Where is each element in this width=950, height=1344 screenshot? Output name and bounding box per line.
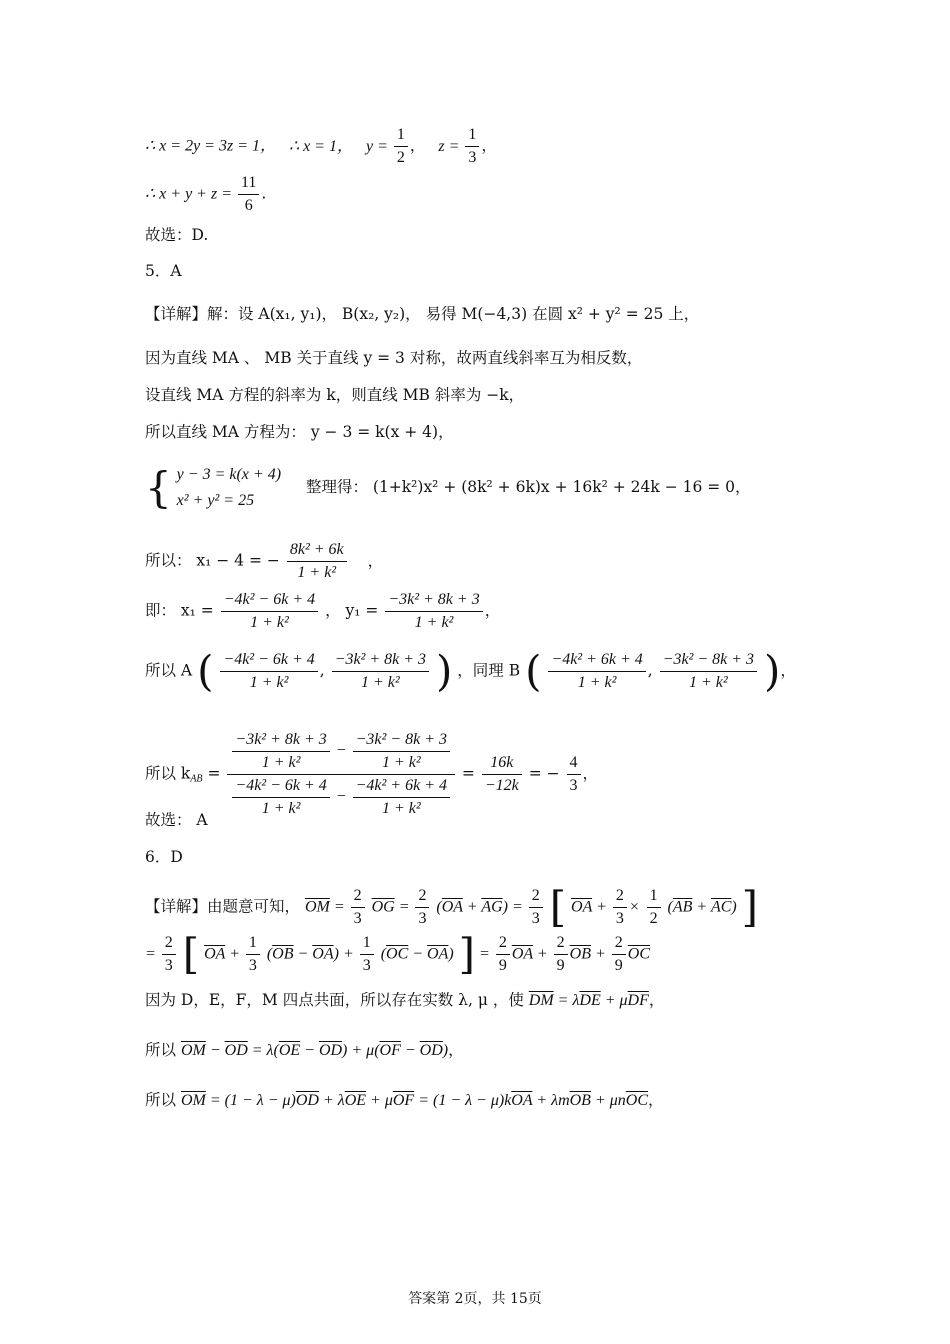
text: 所以： x₁ − 4 = − bbox=[145, 551, 280, 570]
q5-line8: 所以 A ( $\frac{\text{−4k² − 6k + 4}}{\text{1 + k²}}$ , $\frac{\text{−3k² + 8k + 3}}{\text{1 + k²}}$ ) ，同理 B ( $\frac{\text{−4k² + 6k + 4}}{\text{1 + k²}}$ , $\frac{\text{−3k² − 8k + 3}}{\text{1 + k²}}$ )， bbox=[145, 646, 796, 696]
q5-line3: 设直线 MA 方程的斜率为 k，则直线 MB 斜率为 −k， bbox=[145, 386, 525, 404]
text: 因为 D，E，F，M 四点共面，所以存在实数 λ, μ ，使 bbox=[145, 991, 524, 1009]
q5-system bbox=[145, 462, 751, 514]
fraction: $\frac{\text{−3k² − 8k + 3}}{\text{1 + k²}}$ bbox=[353, 730, 450, 773]
text: z = bbox=[438, 137, 464, 155]
compound-fraction: $\frac{\text{−3k² + 8k + 3}}{\text{1 + k²}}$ − $\frac{\text{−3k² − 8k + 3}}{\text{1 + k²}}$ $\frac{\text{−4k² − 6k + 4}}{\text{1 + k²}}$ − $\frac{\text{−4k² + 6k + 4}}{\text{1 + k²}}$ bbox=[227, 730, 455, 819]
text: ∴ x = 1， bbox=[288, 137, 354, 155]
fraction: $\frac{\text{−3k² + 8k + 3}}{\text{1 + k²}}$ bbox=[332, 650, 429, 693]
text: ， y₁ = bbox=[325, 601, 384, 620]
text: 所以 A bbox=[145, 661, 193, 680]
text: 所以 k bbox=[145, 764, 191, 783]
text: 即： x₁ = bbox=[145, 601, 219, 620]
q5-heading: 5．A bbox=[145, 262, 182, 280]
q5-line2: 因为直线 MA 、 MB 关于直线 y = 3 对称，故两直线斜率互为相反数， bbox=[145, 349, 643, 367]
text: ，同理 B bbox=[457, 661, 521, 680]
fraction: $\frac{\text{−3k² + 8k + 3}}{\text{1 + k²}}$ bbox=[232, 730, 329, 773]
q6-line1: 【详解】由题意可知， $\overline{OM}$ = $\frac{2}{3}$ $\overline{OG}$ = $\frac{2}{3}$ $(\overline{OA} + \overline{AG})$ = $\frac{2}{3}$ [ $\overline{OA}$ + $\frac{2}{3}$ × $\frac{1}{2}$ $(\overline{AB} + \overline{AC})$ ] bbox=[145, 882, 759, 932]
q5-line1: 【详解】解：设 A(x₁, y₁)， B(x₂, y₂)， 易得 M(−4,3) 在圆 x² + y² = 25 上， bbox=[145, 305, 700, 323]
q5-line7: 即： x₁ = $\frac{\text{−4k² − 6k + 4}}{\text{1 + k²}}$ ， y₁ = $\frac{\text{−3k² + 8k + 3}}{\text{1 + k²}}$ ， bbox=[145, 591, 501, 631]
fraction: $\frac{11}{6}$ bbox=[238, 173, 259, 216]
q5-line6: 所以： x₁ − 4 = − $\frac{\text{8k² + 6k}}{\text{1 + k²}}$ ， bbox=[145, 541, 384, 581]
text: 所以 bbox=[145, 1091, 177, 1109]
text: ∴ x = 2y = 3z = 1， bbox=[145, 137, 277, 155]
fraction: $\frac{\text{−4k² + 6k + 4}}{\text{1 + k²}}$ bbox=[353, 776, 450, 819]
q6-line4: 所以 $\overline{OM} - \overline{OD} = \lambda(\overline{OE} - \overline{OD}) + \mu(\overline{OF} - \overline{OD})$， bbox=[145, 1041, 464, 1059]
fraction: $\frac{\text{−4k² − 6k + 4}}{\text{1 + k²}}$ bbox=[232, 776, 329, 819]
q6-heading: 6．D bbox=[145, 848, 183, 866]
equation-stack bbox=[177, 462, 281, 514]
text: 【详解】由题意可知， bbox=[145, 897, 301, 916]
answer4-line1: ∴ x = 2y = 3z = 1， ∴ x = 1， y = $\frac{1}{2}$ ， z = $\frac{1}{3}$ ， bbox=[145, 126, 497, 166]
answer4-line2: ∴ x + y + z = $\frac{11}{6}$ . bbox=[145, 174, 267, 214]
subscript: AB bbox=[190, 773, 203, 785]
fraction: $\frac{\text{−4k² − 6k + 4}}{\text{1 + k²}}$ bbox=[221, 590, 318, 633]
fraction: $\frac{\text{−3k² − 8k + 3}}{\text{1 + k²}}$ bbox=[660, 650, 757, 693]
left-brace: { bbox=[145, 463, 172, 512]
fraction: $\frac{\text{−4k² − 6k + 4}}{\text{1 + k²}}$ bbox=[220, 650, 317, 693]
fraction: $\frac{\text{−3k² + 8k + 3}}{\text{1 + k²}}$ bbox=[385, 590, 482, 633]
page-footer: 答案第 2页，共 15页 bbox=[408, 1291, 542, 1307]
fraction: $\frac{\text{−4k² + 6k + 4}}{\text{1 + k²}}$ bbox=[548, 650, 645, 693]
q6-line3: 因为 D，E，F，M 四点共面，所以存在实数 λ, μ ，使 $\overline{DM} = \lambda\overline{DE} + \mu\overline{DF}$， bbox=[145, 991, 665, 1009]
fraction: $\frac{1}{3}$ bbox=[465, 125, 479, 168]
answer4-choice: 故选：D. bbox=[145, 226, 209, 244]
q6-line2: = $\frac{2}{3}$ [ $\overline{OA}$ + $\frac{1}{3}$ $(\overline{OB} - \overline{OA})$ + $\frac{1}{3}$ $(\overline{OC} - \overline{OA})$ ] = $\frac{2}{9}$ $\overline{OA}$ + $\frac{2}{9}$ $\overline{OB}$ + $\frac{2}{9}$ $\overline{OC}$ bbox=[145, 929, 651, 979]
collected-equation: 整理得： (1+k²)x² + (8k² + 6k)x + 16k² + 24k − 16 = 0， bbox=[305, 478, 751, 496]
q5-line4: 所以直线 MA 方程为： y − 3 = k(x + 4)， bbox=[145, 423, 454, 441]
text: 所以 bbox=[145, 1041, 177, 1059]
fraction: $\frac{\text{8k² + 6k}}{\text{1 + k²}}$ bbox=[287, 540, 347, 583]
q6-line5: 所以 $\overline{OM} = (1 - \lambda - \mu)\overline{OD} + \lambda\overline{OE} + \mu\overline{OF} = (1 - \lambda - \mu)k\overline{OA} + \lambda m\overline{OB} + \mu n\overline{OC}$， bbox=[145, 1091, 664, 1109]
fraction: $\frac{16k}{-12k}$ bbox=[482, 753, 522, 796]
equation-2: x² + y² = 25 bbox=[176, 492, 255, 509]
text: ∴ x + y + z = bbox=[145, 185, 236, 203]
equation-1: y − 3 = k(x + 4) bbox=[176, 466, 282, 483]
text: y = bbox=[365, 137, 392, 155]
q5-choice: 故选： A bbox=[145, 811, 208, 829]
fraction: $\frac{1}{2}$ bbox=[394, 125, 408, 168]
q5-line9: 所以 $k_{AB}$ = $\frac{\text{−3k² + 8k + 3}}{\text{1 + k²}}$ − $\frac{\text{−3k² − 8k + 3}}{\text{1 + k²}}$ $\frac{\text{−4k² − 6k + 4}}{\text{1 + k²}}$ − $\frac{\text{−4k² + 6k + 4}}{\text{1 + k²}}$ = $\frac{16k}{-12k}$ = − $\frac{4}{3}$ ， bbox=[145, 731, 599, 817]
fraction: $\frac{4}{3}$ bbox=[567, 753, 581, 796]
